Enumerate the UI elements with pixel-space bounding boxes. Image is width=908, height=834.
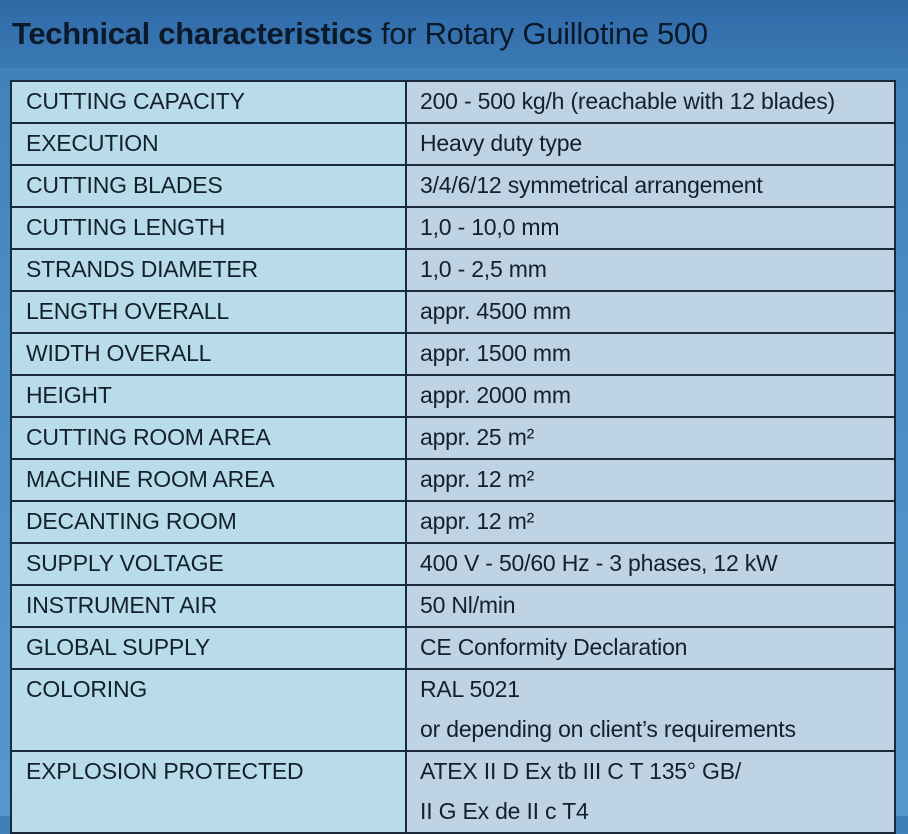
spec-label: INSTRUMENT AIR (11, 585, 406, 627)
table-row (11, 165, 895, 207)
spec-value (406, 291, 895, 333)
spec-value-line: 1,0 - 10,0 mm (420, 214, 560, 240)
table-row (11, 627, 895, 669)
spec-value-line: appr. 2000 mm (420, 382, 571, 408)
spec-value-line: appr. 25 m² (420, 424, 535, 450)
spec-label: COLORING (11, 669, 406, 751)
spec-label: CUTTING BLADES (11, 165, 406, 207)
spec-value-line: 3/4/6/12 symmetrical arrangement (420, 172, 763, 198)
spec-value-line: or depending on client’s requirements (420, 716, 796, 742)
table-row (11, 669, 895, 751)
table-row (11, 375, 895, 417)
spec-value-line: appr. 12 m² (420, 466, 535, 492)
spec-value (406, 123, 895, 165)
spec-label: CUTTING ROOM AREA (11, 417, 406, 459)
table-row (11, 751, 895, 833)
spec-value-line: Heavy duty type (420, 130, 582, 156)
spec-label: STRANDS DIAMETER (11, 249, 406, 291)
table-row (11, 417, 895, 459)
spec-label: MACHINE ROOM AREA (11, 459, 406, 501)
spec-value (406, 459, 895, 501)
spec-label: CUTTING LENGTH (11, 207, 406, 249)
spec-value (406, 669, 895, 751)
table-row (11, 207, 895, 249)
spec-value-line: appr. 1500 mm (420, 340, 571, 366)
title-bold: Technical characteristics (12, 16, 373, 51)
table-row (11, 585, 895, 627)
spec-value-line: appr. 4500 mm (420, 298, 571, 324)
table-row (11, 249, 895, 291)
table-row (11, 501, 895, 543)
spec-label: EXECUTION (11, 123, 406, 165)
spec-table-body (11, 81, 895, 833)
table-row (11, 123, 895, 165)
spec-label: GLOBAL SUPPLY (11, 627, 406, 669)
spec-table-container (10, 80, 894, 834)
spec-value-line: II G Ex de II c T4 (420, 798, 589, 824)
page-title (12, 16, 708, 52)
spec-label: WIDTH OVERALL (11, 333, 406, 375)
spec-value-line: RAL 5021 (420, 676, 520, 702)
spec-value-line: 1,0 - 2,5 mm (420, 256, 547, 282)
spec-table (10, 80, 896, 834)
table-row (11, 333, 895, 375)
spec-value-line: 200 - 500 kg/h (reachable with 12 blades) (420, 88, 836, 114)
spec-value (406, 81, 895, 123)
spec-value (406, 375, 895, 417)
spec-label: EXPLOSION PROTECTED (11, 751, 406, 833)
spec-value (406, 543, 895, 585)
spec-value (406, 585, 895, 627)
spec-label: SUPPLY VOLTAGE (11, 543, 406, 585)
spec-value (406, 165, 895, 207)
spec-label: DECANTING ROOM (11, 501, 406, 543)
spec-value (406, 501, 895, 543)
table-row (11, 291, 895, 333)
spec-value (406, 417, 895, 459)
spec-label: HEIGHT (11, 375, 406, 417)
spec-value (406, 207, 895, 249)
spec-value (406, 333, 895, 375)
spec-value-line: ATEX II D Ex tb III C T 135° GB/ (420, 758, 742, 784)
table-row (11, 81, 895, 123)
spec-value-line: appr. 12 m² (420, 508, 535, 534)
title-rest: for Rotary Guillotine 500 (372, 16, 708, 51)
table-row (11, 459, 895, 501)
spec-label: LENGTH OVERALL (11, 291, 406, 333)
spec-value-line: CE Conformity Declaration (420, 634, 688, 660)
spec-value (406, 249, 895, 291)
table-row (11, 543, 895, 585)
spec-value-line: 400 V - 50/60 Hz - 3 phases, 12 kW (420, 550, 778, 576)
spec-value-line: 50 Nl/min (420, 592, 516, 618)
spec-label: CUTTING CAPACITY (11, 81, 406, 123)
spec-value (406, 627, 895, 669)
spec-value (406, 751, 895, 833)
